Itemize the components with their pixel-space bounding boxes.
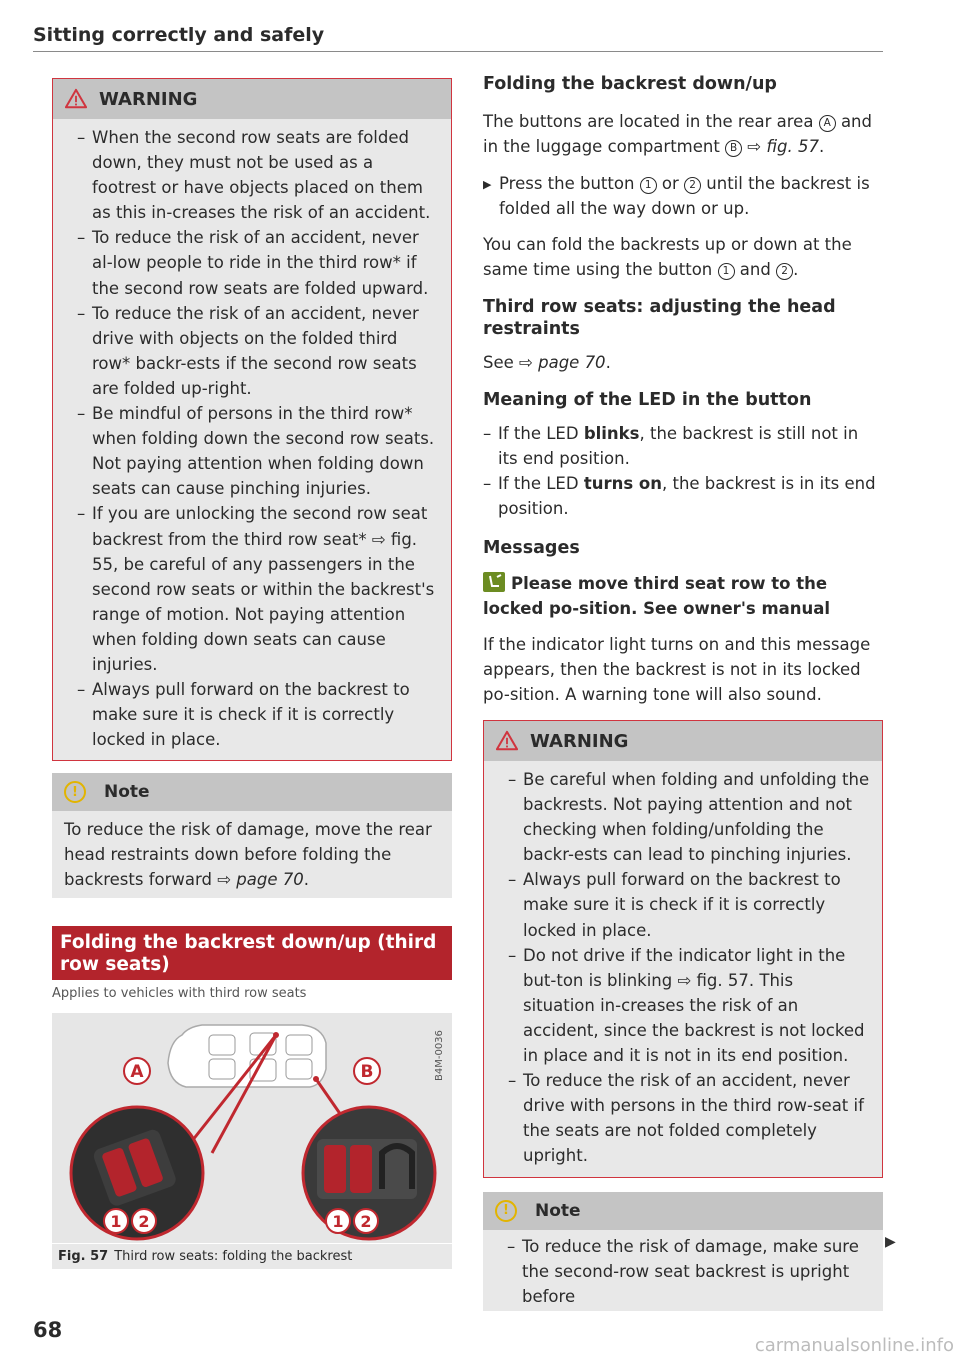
- led-list: [483, 421, 883, 521]
- note-box: [52, 773, 452, 898]
- heading-head-restraints: Third row seats: adjusting the head restraints: [483, 297, 836, 339]
- list-item: – To reduce the risk of damage, make sure the second-row seat backrest is upright before: [495, 1234, 871, 1309]
- applies-to: Applies to vehicles with third row seats: [52, 986, 307, 1002]
- note-title: Note: [104, 782, 150, 803]
- list-item: – If you are unlocking the second row seat backrest from the third row seat* ⇨ fig. 55, be careful of any passengers in the second row seats or within the backrest's range of motion. Not paying attention when folding down seats can cause injuries.: [65, 501, 439, 677]
- message-explanation: If the indicator light turns on and this message appears, then the backrest is not in its locked po-sition. A warning tone will also sound.: [483, 635, 871, 704]
- circle-label-1: 1: [640, 177, 657, 194]
- list-item: – If the LED blinks, the backrest is still not in its end position.: [483, 421, 883, 471]
- pointer-dot: [273, 1032, 279, 1038]
- list-item: – Always pull forward on the backrest to make sure it is check if it is correctly locked in place.: [65, 677, 439, 752]
- xref-arrow: ⇨: [217, 870, 232, 890]
- label-2-right: 2: [360, 1212, 372, 1232]
- list-item: – When the second row seats are folded down, they must not be used as a footrest or have objects placed on them as this in-creases the risk of an accident.: [65, 125, 439, 225]
- list-item: – Be mindful of persons in the third row* when folding down the second row seats. Not paying attention when folding down seats can cause pinching injuries.: [65, 401, 439, 501]
- label-2-left: 2: [138, 1212, 150, 1232]
- note-text-end: .: [303, 870, 309, 890]
- note-exclamation-icon: !: [495, 1200, 517, 1222]
- warning-title: WARNING: [99, 88, 198, 110]
- note-header: [483, 1192, 883, 1230]
- label-1-right: 1: [332, 1212, 344, 1232]
- warning-triangle-icon: [496, 730, 518, 752]
- list-item: – To reduce the risk of an accident, never drive with persons in the third row-seat if the seats are not folded completely upright.: [496, 1068, 870, 1168]
- seat-button: [324, 1145, 346, 1193]
- seat-shape: [286, 1059, 312, 1079]
- figure-caption: [52, 1243, 452, 1269]
- message-text: Please move third seat row to the locked po-sition. See owner's manual: [483, 574, 831, 618]
- note-header: [52, 773, 452, 811]
- section-title: Folding the backrest down/up (third row seats): [52, 926, 452, 980]
- circle-label-2: 2: [684, 177, 701, 194]
- circle-label-2: 2: [776, 263, 793, 280]
- list-item: – Always pull forward on the backrest to make sure it is check if it is correctly locked in place.: [496, 867, 870, 942]
- warning-triangle-icon: [65, 88, 87, 110]
- page-link[interactable]: page 70: [236, 870, 304, 890]
- continue-arrow-icon: ▶: [885, 1234, 896, 1250]
- note-title: Note: [535, 1200, 581, 1221]
- see-reference: See ⇨ page 70.: [483, 353, 611, 372]
- seat-shape: [209, 1059, 235, 1079]
- step-press-button: ▶ Press the button 1 or 2 until the backrest is folded all the way down or up.: [483, 171, 883, 221]
- label-b: B: [360, 1062, 374, 1083]
- pointer-dot: [313, 1076, 319, 1082]
- note-list: [483, 1230, 883, 1311]
- note-exclamation-icon: !: [64, 781, 86, 803]
- heading-messages: Messages: [483, 538, 580, 558]
- page-header-title: Sitting correctly and safely: [33, 24, 325, 46]
- heading-led: Meaning of the LED in the button: [483, 390, 812, 410]
- paragraph-simultaneous: You can fold the backrests up or down at the same time using the button 1 and 2 .: [483, 235, 852, 279]
- circle-label-a: A: [819, 115, 836, 132]
- warning-header: [484, 721, 882, 761]
- left-column: [52, 78, 452, 1269]
- warning-list: [53, 119, 451, 760]
- figure-drawing: [52, 1013, 452, 1243]
- warning-header: [53, 79, 451, 119]
- figure-illustration: [52, 1013, 452, 1243]
- list-item: – Be careful when folding and unfolding the backrests. Not paying attention and not checking when folding/unfolding the backr-ests can lead to pinching injuries.: [496, 767, 870, 867]
- figure-code: B4M-0036: [434, 1030, 445, 1082]
- seat-shape: [209, 1035, 235, 1055]
- seat-button: [350, 1145, 372, 1193]
- figure-caption-number: Fig. 57: [58, 1249, 109, 1265]
- warning-box: [483, 720, 883, 1178]
- warning-title: WARNING: [530, 730, 629, 752]
- heading-folding: Folding the backrest down/up: [483, 74, 777, 94]
- fig-link[interactable]: fig. 57: [766, 137, 820, 156]
- note-body: [52, 811, 452, 898]
- seat-shape: [286, 1035, 312, 1055]
- list-item: – Do not drive if the indicator light in the but-ton is blinking ⇨ fig. 57. This situation in-creases the risk of an accident, since the backrest is not locked in place and it is not in its end position.: [496, 943, 870, 1068]
- paragraph-buttons: The buttons are located in the rear area A and in the luggage compartment B ⇨ fig. 57.: [483, 112, 872, 156]
- page-number: 68: [33, 1318, 63, 1342]
- watermark: carmanualsonline.info: [754, 1335, 954, 1356]
- figure-caption-text: Third row seats: folding the backrest: [114, 1249, 353, 1265]
- label-a: A: [130, 1062, 144, 1083]
- circle-label-1: 1: [718, 263, 735, 280]
- page-link[interactable]: page 70: [538, 353, 606, 372]
- note-box: [483, 1192, 883, 1311]
- seat-indicator-icon: [483, 572, 505, 592]
- list-item: – To reduce the risk of an accident, never al-low people to ride in the third row* if the second row seats are folded upward.: [65, 225, 439, 300]
- warning-list: [484, 761, 882, 1177]
- note-text: To reduce the risk of damage, move the rear head restraints down before folding the backrests forward: [64, 820, 432, 890]
- circle-label-b: B: [725, 140, 742, 157]
- right-column: [483, 73, 883, 1311]
- list-item: – If the LED turns on, the backrest is in its end position.: [483, 471, 883, 521]
- list-item: – To reduce the risk of an accident, never drive with objects on the folded third row* backr-ests if the second row seats are folded up-right.: [65, 301, 439, 401]
- label-1-left: 1: [110, 1212, 122, 1232]
- header-rule: [33, 51, 883, 52]
- warning-box: [52, 78, 452, 761]
